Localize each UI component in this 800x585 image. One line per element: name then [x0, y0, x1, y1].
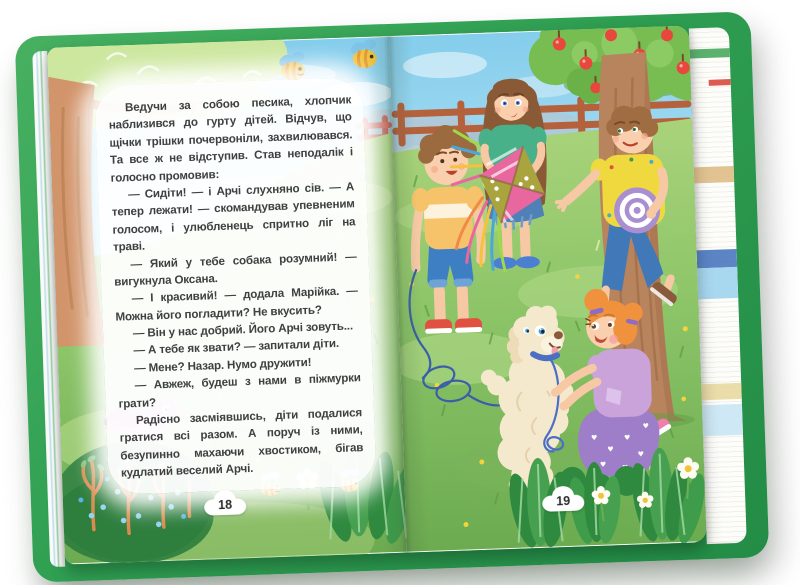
- page-edge-band: [694, 166, 735, 183]
- page-18: [47, 36, 407, 565]
- page-edge-band: [702, 404, 743, 436]
- story-paragraph: — Який у тебе собака розумний! — вигукнула Оксана.: [114, 249, 357, 289]
- story-paragraph: Ведучи за собою песика, хлопчик наблизився до гурту дітей. Відчув, що щічки трішки почервоніли, захвилювався. Та все ж не відступив. Став неподалік і голосно промовив:: [108, 93, 354, 185]
- page-19: [389, 25, 707, 552]
- svg-text:♥: ♥: [623, 433, 631, 442]
- page-edge-band: [697, 249, 738, 268]
- story-paragraph: — А тебе як звати? — запитали діти.: [133, 337, 340, 358]
- page-spread: [47, 25, 707, 564]
- page-number-text: 18: [217, 497, 233, 512]
- page-number-text: 19: [556, 493, 571, 508]
- story-paragraph: — Він у нас добрий. Його Арчі зовуть...: [132, 319, 354, 341]
- open-book: [15, 11, 770, 582]
- page-edge-band: [701, 383, 742, 400]
- svg-text:♥: ♥: [642, 422, 650, 431]
- story-paragraph: — Мене? Назар. Нумо дружити!: [133, 355, 312, 375]
- page-number-right: [541, 483, 586, 515]
- right-page-illustration: [389, 25, 707, 552]
- page-number-left: [203, 487, 248, 519]
- story-paragraph: Радісно засміявшись, діти подалися гратися всі разом. А поруч із ними, безупинно махаючи хвостиком, бігав кудлатий веселий Арчі.: [119, 406, 364, 480]
- story-paragraph: — Авжеж, будеш з нами в піжмурки грати?: [118, 371, 362, 411]
- svg-text:♥: ♥: [637, 450, 645, 459]
- svg-text:♥: ♥: [599, 460, 607, 469]
- story-paragraph: — І красивий! — додала Марійка. — Можна його погладити? Не вкусить?: [115, 284, 358, 324]
- page-edge-band: [697, 267, 738, 299]
- svg-text:♥: ♥: [590, 433, 598, 443]
- svg-text:♥: ♥: [607, 445, 614, 454]
- story-text-panel: [94, 77, 376, 495]
- story-paragraph: — Сидіти! — і Арчі слухняно сів. — А тепер лежати! — скомандував упевненим голосом, і улюбленець спритно ліг на траві.: [111, 180, 356, 254]
- page-edge-band: [690, 48, 730, 59]
- page-edge-band: [709, 79, 731, 86]
